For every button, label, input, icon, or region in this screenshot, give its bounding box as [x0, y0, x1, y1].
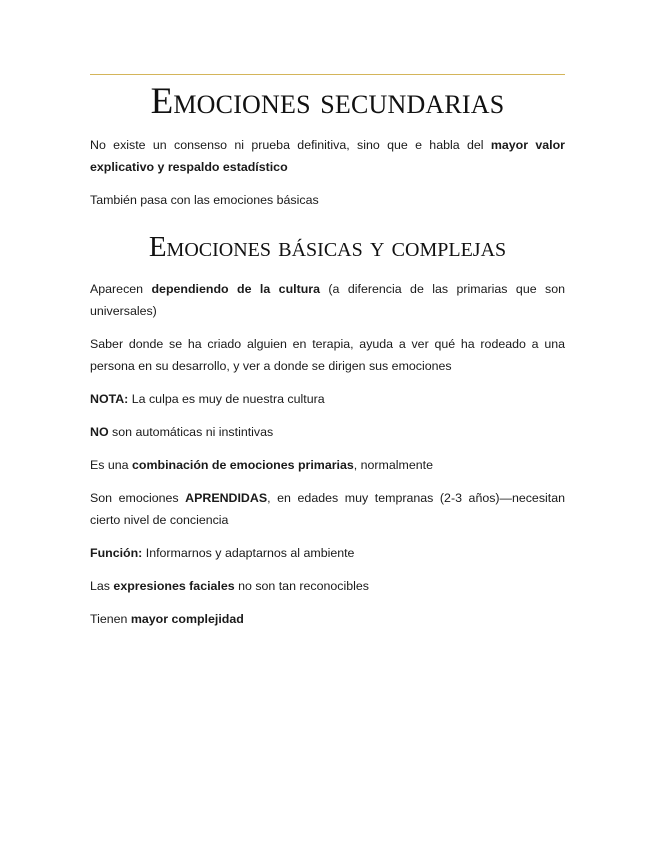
paragraph-bold: Función:	[90, 546, 143, 560]
paragraph	[90, 542, 565, 564]
paragraph	[90, 454, 565, 476]
paragraph	[90, 189, 565, 211]
paragraph-text: No existe un consenso ni prueba definitiva, sino que e habla del	[90, 138, 491, 152]
document-page	[90, 74, 565, 641]
paragraph-text: La culpa es muy de nuestra cultura	[128, 392, 325, 406]
paragraph	[90, 608, 565, 630]
paragraph	[90, 333, 565, 377]
paragraph-bold: APRENDIDAS	[185, 491, 268, 505]
paragraph-text: También pasa con las emociones básicas	[90, 193, 319, 207]
paragraph-bold: dependiendo de la cultura	[151, 282, 320, 296]
paragraph	[90, 388, 565, 410]
paragraph-text: Tienen	[90, 612, 131, 626]
paragraph	[90, 134, 565, 178]
paragraph-text: Aparecen	[90, 282, 152, 296]
paragraph	[90, 421, 565, 443]
top-divider	[90, 74, 565, 75]
paragraph-bold: NOTA:	[90, 392, 129, 406]
paragraph-text: , normalmente	[353, 458, 433, 472]
paragraph-text: son automáticas ni instintivas	[108, 425, 274, 439]
paragraph-text: Son emociones	[90, 491, 186, 505]
paragraph	[90, 487, 565, 531]
paragraph-text: (a diferencia de las primarias que son universales)	[90, 282, 566, 318]
paragraph-bold: expresiones faciales	[113, 579, 235, 593]
paragraph	[90, 278, 565, 322]
paragraph-text: Las	[90, 579, 114, 593]
paragraph-text: , en edades muy tempranas (2-3 años)—necesitan cierto nivel de conciencia	[90, 491, 565, 527]
paragraph-text: Informarnos y adaptarnos al ambiente	[142, 546, 355, 560]
paragraph-bold: combinación de emociones primarias	[132, 458, 354, 472]
paragraph	[90, 575, 565, 597]
paragraph-bold: mayor valor explicativo y respaldo estadístico	[90, 138, 566, 174]
paragraph-text: Es una	[90, 458, 133, 472]
paragraph-text: no son tan reconocibles	[234, 579, 369, 593]
heading-emociones-basicas-y-complejas: Emociones básicas y complejas	[148, 231, 507, 263]
paragraph-bold: NO	[90, 425, 109, 439]
heading-emociones-secundarias: Emociones secundarias	[150, 81, 505, 122]
paragraph-bold: mayor complejidad	[130, 612, 244, 626]
paragraph-text: Saber donde se ha criado alguien en terapia, ayuda a ver qué ha rodeado a una persona en su desarrollo, y ver a donde se dirigen sus emociones	[90, 337, 565, 373]
